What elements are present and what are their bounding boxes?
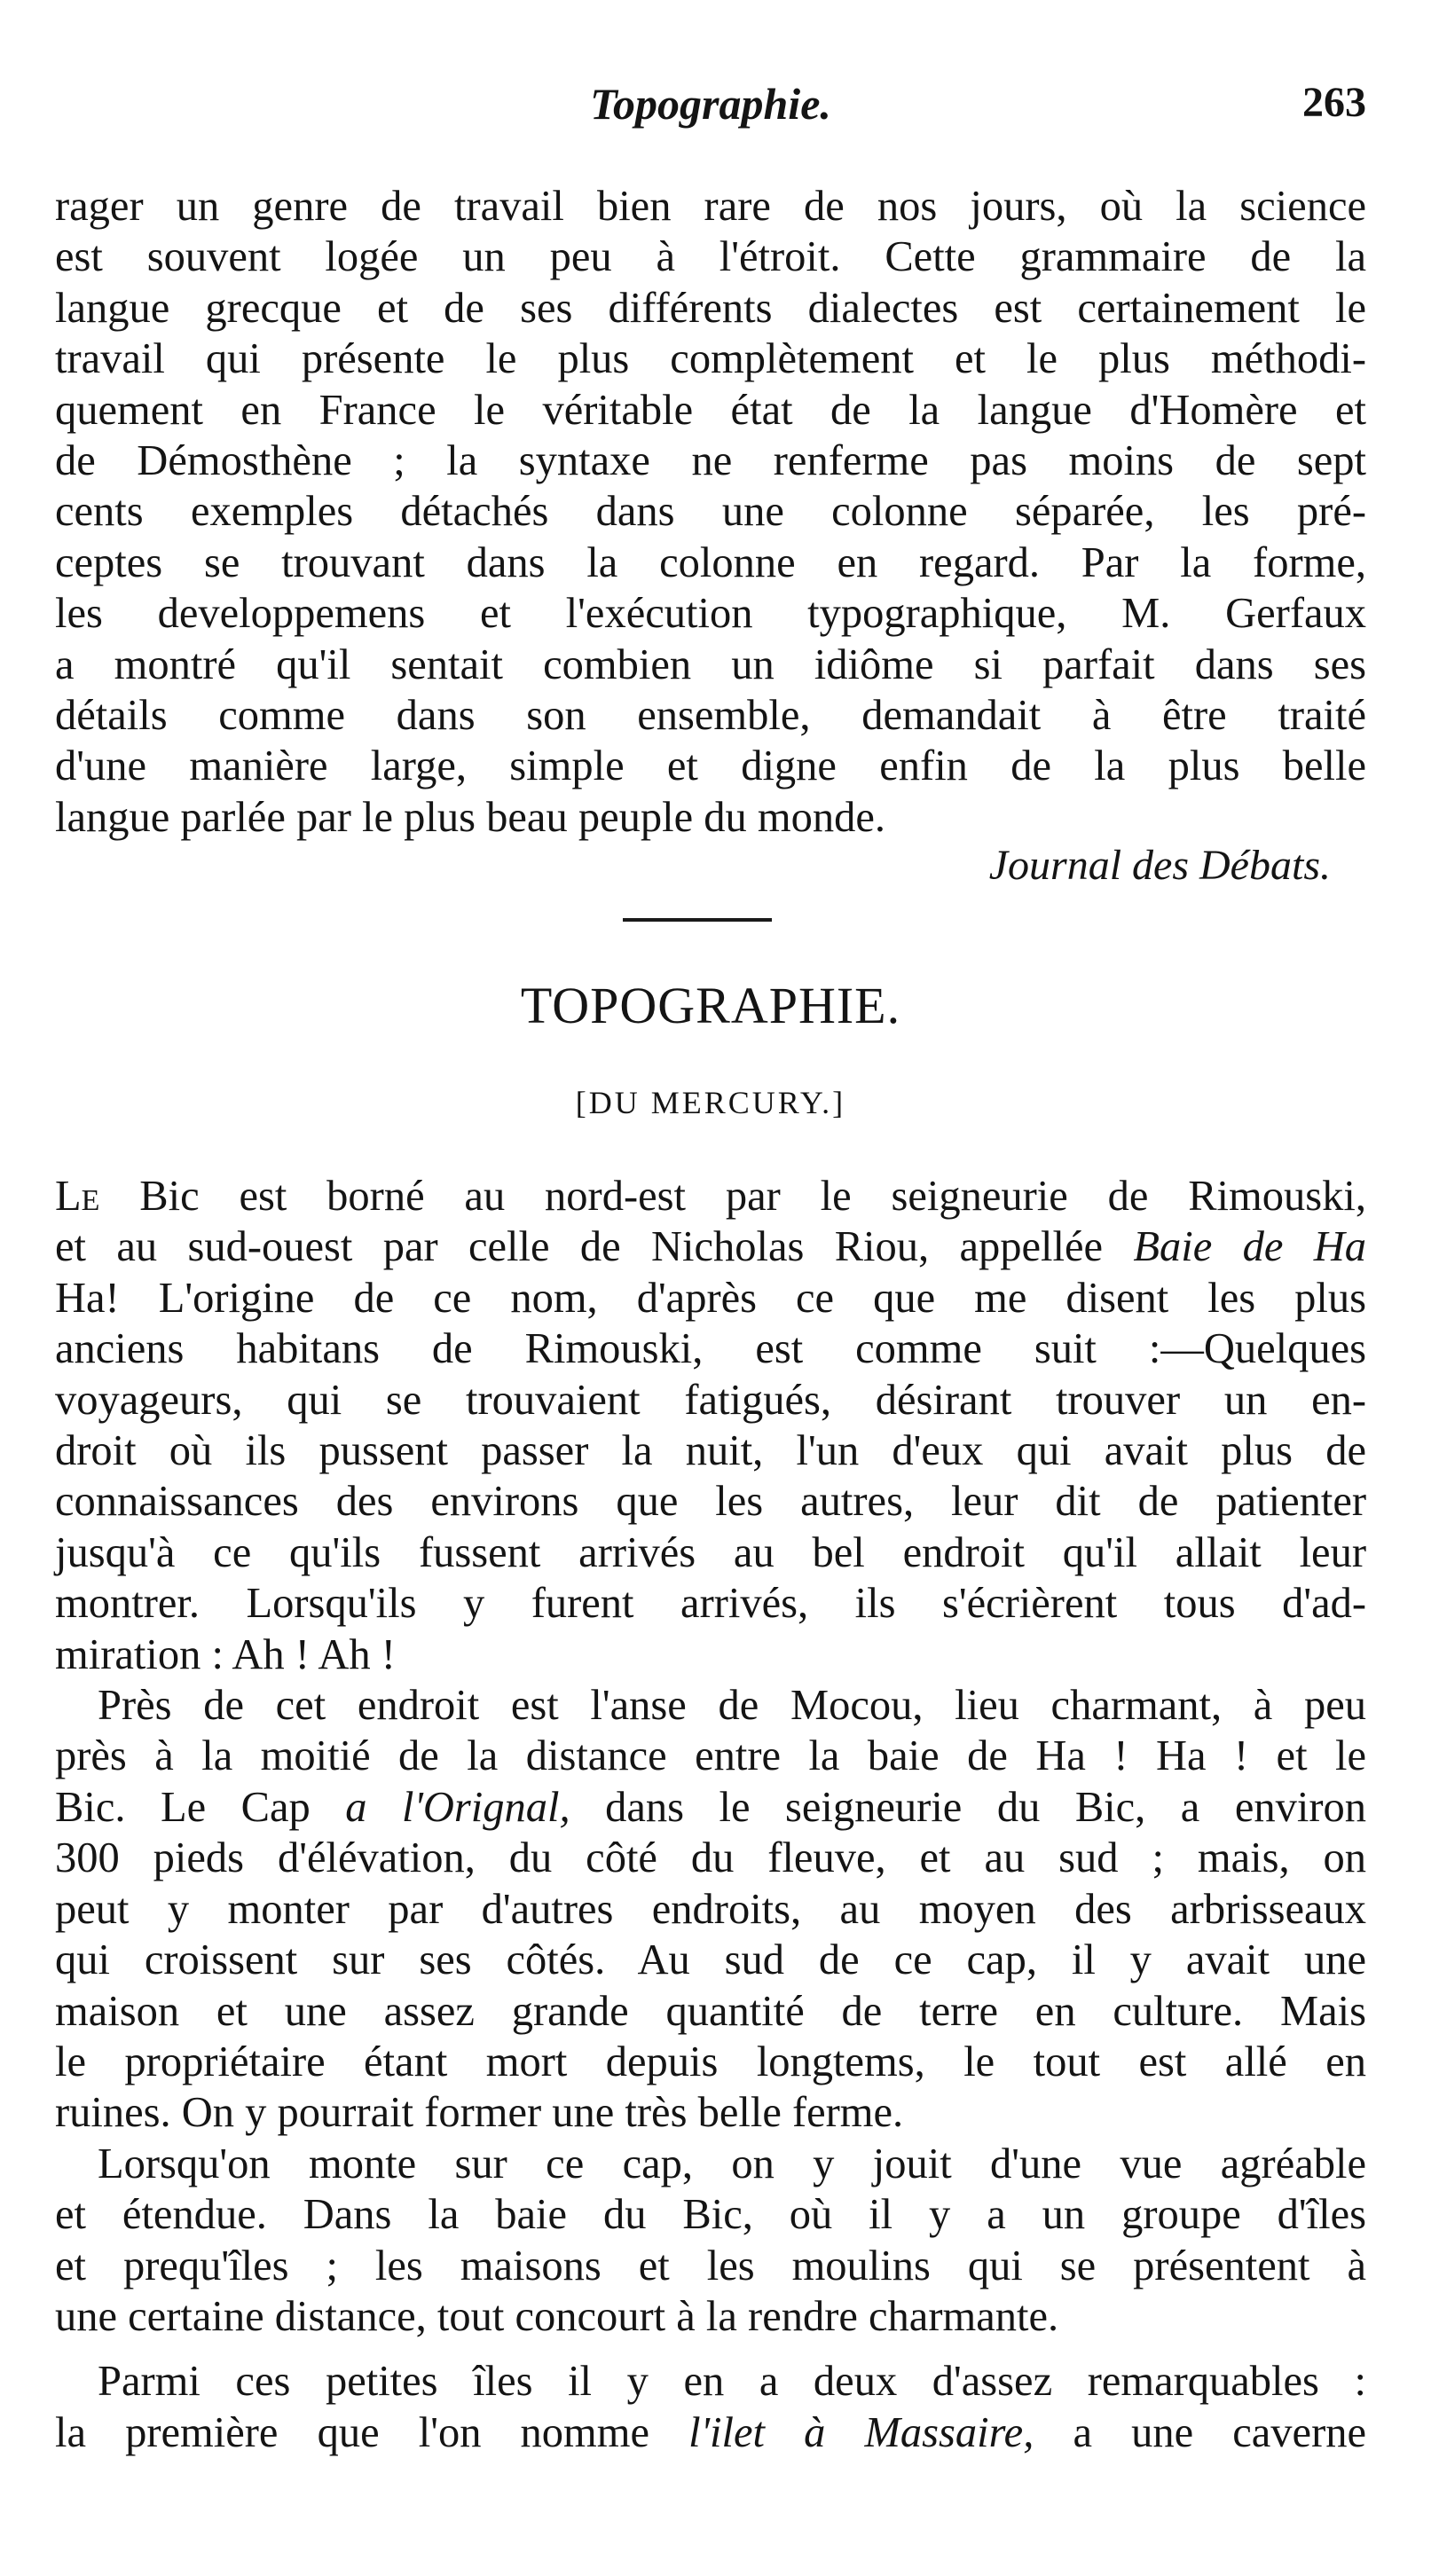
text-line: langue parlée par le plus beau peuple du monde. [55, 793, 885, 841]
running-title: Topographie. [590, 79, 831, 129]
text-line: les developpemens et l'exécution typographique, M. Gerfaux [55, 590, 1366, 638]
text-line: ceptes se trouvant dans la colonne en regard. Par la forme, [55, 538, 1366, 586]
text-line: et étendue. Dans la baie du Bic, où il y a un groupe d'îles [55, 2191, 1366, 2239]
text-line: une certaine distance, tout concourt à la rendre charmante. [55, 2292, 1059, 2340]
section-divider [623, 918, 772, 922]
text-line: cents exemples détachés dans une colonne séparée, les pré- [55, 488, 1366, 536]
text-line: anciens habitans de Rimouski, est comme suit :—Quelques [55, 1325, 1366, 1373]
text-line: travail qui présente le plus complètement et le plus méthodi- [55, 335, 1366, 383]
text-line: connaissances des environs que les autres, leur dit de patienter [55, 1478, 1366, 1526]
text-line: et prequ'îles ; les maisons et les moulins qui se présentent à [55, 2242, 1366, 2289]
place-name: l'ilet à Massaire, [688, 2408, 1034, 2456]
text-line: Lorsqu'on monte sur ce cap, on y jouit d'une vue agréable [98, 2140, 1366, 2187]
page-header [55, 78, 1366, 140]
text-line: est souvent logée un peu à l'étroit. Cette grammaire de la [55, 233, 1366, 281]
signature: Journal des Débats. [988, 842, 1331, 889]
drop-word: Le [55, 1173, 100, 1220]
text-line: la première que l'on nomme l'ilet à Massaire, a une caverne [55, 2408, 1367, 2456]
text-line: a montré qu'il sentait combien un idiôme si parfait dans ses [55, 640, 1366, 688]
text-line: qui croissent sur ses côtés. Au sud de ce cap, il y avait une [55, 1936, 1366, 1984]
place-name: a l'Orignal, [345, 1783, 570, 1831]
text-line: 300 pieds d'élévation, du côté du fleuve, et au sud ; mais, on [55, 1834, 1366, 1882]
text-line: peut y monter par d'autres endroits, au moyen des arbrisseaux [55, 1885, 1366, 1933]
previous-article-text [55, 181, 1366, 843]
text-line: près à la moitié de la distance entre la baie de Ha ! Ha ! et le [55, 1732, 1366, 1780]
section-source: [DU MERCURY.] [575, 1085, 846, 1120]
text-line: rager un genre de travail bien rare de nos jours, où la science [55, 183, 1366, 230]
text-line: voyageurs, qui se trouvaient fatigués, désirant trouver un en- [55, 1376, 1366, 1424]
page-number: 263 [1302, 79, 1366, 126]
text-line: maison et une assez grande quantité de terre en culture. Mais [55, 1987, 1366, 2035]
text-line: Près de cet endroit est l'anse de Mocou, lieu charmant, à peu [98, 1682, 1366, 1730]
text-line: miration : Ah ! Ah ! [55, 1630, 396, 1678]
page [55, 0, 1366, 2576]
text-line: Le Bic est borné au nord-est par le seigneurie de Rimouski, [55, 1173, 1366, 1220]
text-line: Parmi ces petites îles il y en a deux d'assez remarquables : [98, 2358, 1366, 2406]
text-line: langue grecque et de ses différents dialectes est certainement le [55, 284, 1366, 332]
text-line: Ha! L'origine de ce nom, d'après ce que me disent les plus [55, 1274, 1366, 1322]
text-line: d'une manière large, simple et digne enfin de la plus belle [55, 742, 1366, 790]
place-name: Baie de Ha [1133, 1223, 1366, 1271]
text-line: montrer. Lorsqu'ils y furent arrivés, ils s'écrièrent tous d'ad- [55, 1580, 1366, 1628]
text-line: et au sud-ouest par celle de Nicholas Riou, appellée Baie de Ha [55, 1223, 1366, 1271]
text-line: ruines. On y pourrait former une très belle ferme. [55, 2089, 904, 2137]
text-line: jusqu'à ce qu'ils fussent arrivés au bel endroit qu'il allait leur [55, 1528, 1366, 1576]
section-title: TOPOGRAPHIE. [520, 977, 901, 1034]
text-line: de Démosthène ; la syntaxe ne renferme pas moins de sept [55, 437, 1366, 485]
text-line: Bic. Le Cap a l'Orignal, dans le seigneurie du Bic, a environ [55, 1783, 1366, 1831]
text-line: droit où ils pussent passer la nuit, l'un d'eux qui avait plus de [55, 1427, 1366, 1475]
text-line: détails comme dans son ensemble, demandait à être traité [55, 692, 1366, 740]
article-text [55, 1171, 1366, 2458]
text-line: le propriétaire étant mort depuis longtems, le tout est allé en [55, 2038, 1366, 2085]
text-line: quement en France le véritable état de la langue d'Homère et [55, 386, 1366, 434]
